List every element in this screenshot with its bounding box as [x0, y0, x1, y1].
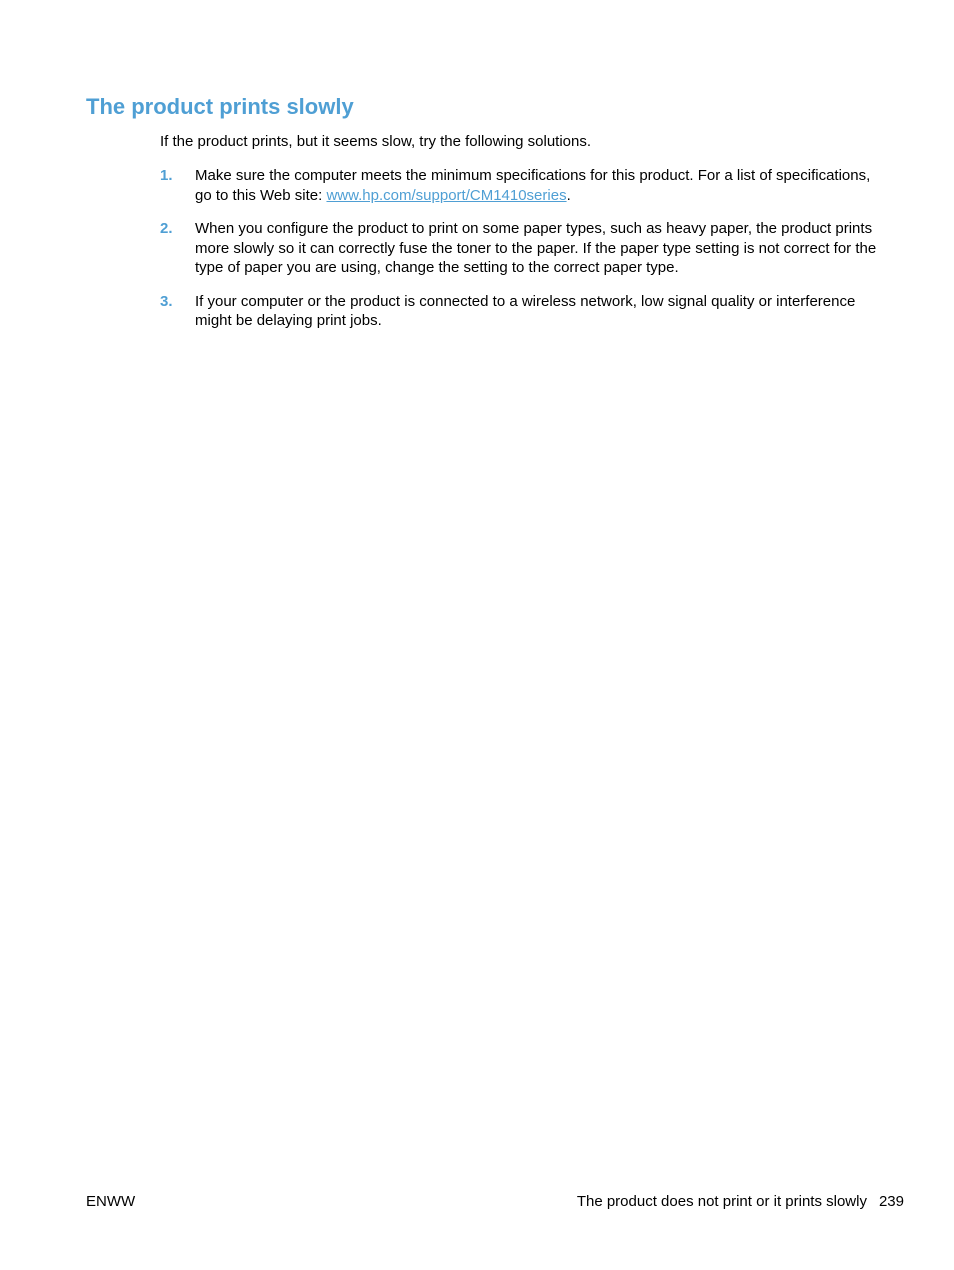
support-link[interactable]: www.hp.com/support/CM1410series [326, 186, 567, 204]
step-text: Make sure the computer meets the minimum specifications for this product. For a list of specifications, go to this Web site: [195, 167, 871, 204]
list-item [160, 292, 890, 331]
list-item [160, 166, 890, 205]
footer-section-title: The product does not print or it prints slowly [576, 1193, 867, 1210]
step-text: If your computer or the product is connected to a wireless network, low signal quality or interference might be delaying print jobs. [195, 292, 856, 329]
step-number: 3. [160, 292, 173, 310]
step-number: 2. [160, 220, 173, 237]
list-item [160, 219, 890, 278]
step-number: 1. [160, 167, 173, 184]
step-text-end: . [566, 186, 571, 204]
solution-list [160, 166, 890, 345]
footer-section [577, 1192, 904, 1212]
page-number: 239 [878, 1193, 904, 1210]
intro-text: If the product prints, but it seems slow, try the following solutions. [160, 133, 592, 150]
step-text: When you configure the product to print on some paper types, such as heavy paper, the product prints more slowly so it can correctly fuse the toner to the paper. If the paper type setting is not correct for the type of paper you are using, change the setting to the correct paper type. [195, 220, 877, 276]
page-title: The product prints slowly [86, 94, 354, 119]
footer-language-code: ENWW [86, 1193, 136, 1210]
